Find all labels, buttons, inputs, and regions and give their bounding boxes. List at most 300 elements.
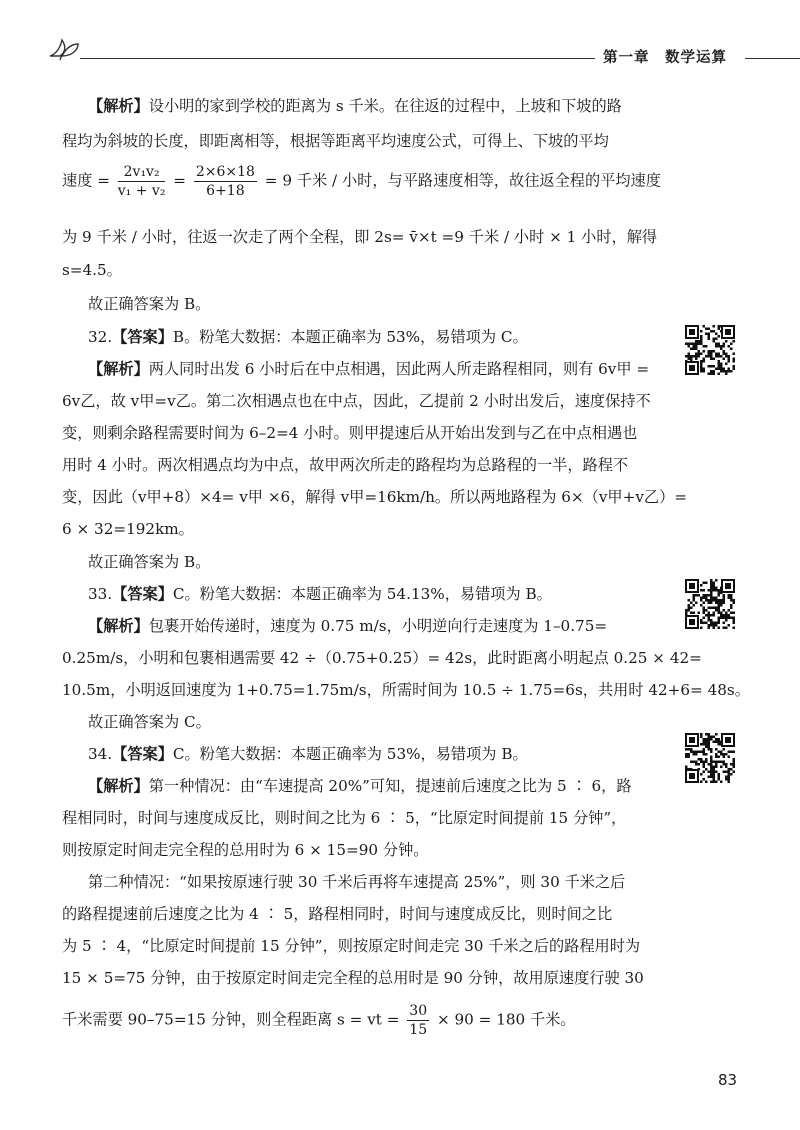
qr-module [718,778,721,781]
qr-module [723,748,726,751]
qr-module [718,627,721,630]
qr-module [710,607,713,610]
qr-module [710,330,713,333]
qr-module [700,360,703,363]
qr-module [710,355,713,358]
qr-module [695,602,698,605]
qr-code-icon [684,324,736,376]
qr-module [715,771,718,774]
qr-module [708,612,711,615]
qr-module [690,768,693,771]
qr-module [728,368,731,371]
qr-module [695,343,698,346]
qr-module [728,355,731,358]
qr-module [685,609,688,612]
fraction [118,163,166,200]
qr-module [700,743,703,746]
qr-module [700,773,703,776]
qr-module [700,363,703,366]
text-line: 第二种情况：“如果按原速行驶 30 千米后再将车速提高 25%”，则 30 千米之后 [88,873,626,891]
qr-module [733,763,736,766]
qr-module [713,338,716,341]
qr-module [715,333,718,336]
qr-module [700,340,703,343]
text-line: 为 9 千米 / 小时，往返一次走了两个全程，即 2s= v̄×t =9 千米 / 小时 × 1 小时，解得 [62,228,658,246]
qr-module [723,350,726,353]
qr-module [713,370,716,373]
qr-module [733,766,736,769]
qr-module [695,763,698,766]
qr-module [698,751,701,754]
qr-module [725,766,728,769]
question-header [88,327,528,347]
qr-module [693,343,696,346]
qr-module [728,751,731,754]
qr-module [700,365,703,368]
qr-module [689,329,695,335]
qr-module [728,771,731,774]
qr-module [715,353,718,356]
qr-module [733,340,736,343]
qr-module [715,597,718,600]
qr-module [708,365,711,368]
text-line: 的路程提速前后速度之比为 4 ∶ 5，路程相同时，时间与速度成反比，则时间之比 [62,905,613,923]
qr-module [688,607,691,610]
answer-tag: 【答案】 [112,585,173,603]
qr-module [710,758,713,761]
answer-line: 故正确答案为 B。 [88,295,211,313]
qr-module [730,599,733,602]
qr-module [730,612,733,615]
qr-code-icon [684,578,736,630]
qr-module [718,609,721,612]
qr-module [688,753,691,756]
qr-module [718,756,721,759]
qr-module [730,343,733,346]
formula-line [62,1002,576,1039]
qr-module [693,604,696,607]
qr-module [713,358,716,361]
qr-module [685,753,688,756]
qr-module [705,761,708,764]
qr-module [710,358,713,361]
qr-module [700,781,703,784]
qr-module [715,733,718,736]
qr-module [710,736,713,739]
text: 速度 = [62,171,110,190]
qr-module [720,599,723,602]
qr-module [708,624,711,627]
text: 包裹开始传递时，速度为 0.75 m/s，小明逆向行走速度为 1–0.75= [148,617,608,635]
analysis-line [88,616,607,636]
text-line: 程相同时，时间与速度成反比，则时间之比为 6 ∶ 5，“比原定时间提前 15 分钟”， [62,809,627,827]
qr-module [689,583,695,589]
qr-module [725,363,728,366]
qr-module [725,612,728,615]
qr-module [685,614,688,617]
qr-module [718,604,721,607]
qr-module [685,360,688,363]
qr-module [725,778,728,781]
qr-module [700,335,703,338]
analysis-tag: 【解析】 [88,360,149,378]
qr-module [718,776,721,779]
analysis-tag: 【解析】 [88,617,149,635]
qr-module [708,335,711,338]
answer-tag: 【答案】 [112,328,173,346]
qr-module [723,602,726,605]
qr-module [695,340,698,343]
qr-module [715,355,718,358]
qr-module [710,756,713,759]
qr-module [688,748,691,751]
qr-module [718,355,721,358]
qr-module [700,622,703,625]
text: B。粉笔大数据：本题正确率为 53%，易错项为 C。 [172,328,528,346]
qr-module [700,353,703,356]
qr-module [718,594,721,597]
qr-module [715,609,718,612]
qr-module [703,763,706,766]
qr-module [715,763,718,766]
qr-module [723,617,726,620]
qr-module [703,325,706,328]
qr-module [690,602,693,605]
denominator: v₁ + v₂ [117,183,166,199]
formula-line [62,163,661,200]
qr-module [710,748,713,751]
qr-module [689,773,695,779]
qr-module [693,761,696,764]
qr-module [715,338,718,341]
qr-module [690,348,693,351]
qr-module [703,741,706,744]
qr-module [720,330,723,333]
qr-module [693,599,696,602]
qr-module [688,345,691,348]
qr-module [703,358,706,361]
qr-module [690,751,693,754]
qr-module [713,614,716,617]
qr-module [725,353,728,356]
qr-module [713,373,716,376]
qr-module [705,594,708,597]
qr-module [728,609,731,612]
qr-module [708,743,711,746]
qr-module [703,370,706,373]
qr-module [718,773,721,776]
qr-module [703,594,706,597]
text: C。粉笔大数据：本题正确率为 53%，易错项为 B。 [172,745,528,763]
qr-module [713,766,716,769]
qr-module [710,373,713,376]
qr-module [703,778,706,781]
qr-module [720,592,723,595]
qr-module [723,761,726,764]
fraction [194,163,257,200]
qr-module [715,589,718,592]
qr-module [690,612,693,615]
qr-module [723,594,726,597]
qr-module [708,350,711,353]
qr-module [713,773,716,776]
qr-module [730,594,733,597]
qr-module [710,622,713,625]
qr-module [718,617,721,620]
qr-module [720,345,723,348]
qr-module [710,592,713,595]
qr-module [708,594,711,597]
qr-module [708,589,711,592]
qr-module [688,343,691,346]
qr-module [715,602,718,605]
qr-module [710,579,713,582]
qr-module [720,365,723,368]
qr-module [710,370,713,373]
qr-module [708,748,711,751]
qr-module [705,746,708,749]
qr-module [703,751,706,754]
qr-module [695,753,698,756]
analysis-line [88,96,622,116]
qr-module [695,353,698,356]
qr-module [700,619,703,622]
qr-module [730,607,733,610]
qr-module [710,597,713,600]
qr-module [690,761,693,764]
qr-module [723,597,726,600]
text-line: 程均为斜坡的长度，即距离相等，根据等距离平均速度公式，可得上、下坡的平均 [62,132,609,150]
qr-module [723,358,726,361]
qr-module [728,614,731,617]
qr-module [733,761,736,764]
qr-module [720,741,723,744]
qr-module [720,617,723,620]
qr-module [693,753,696,756]
text: 第一种情况：由“车速提高 20%”可知，提速前后速度之比为 5 ∶ 6，路 [148,777,632,795]
qr-module [695,761,698,764]
qr-module [698,353,701,356]
analysis-line [88,776,632,796]
text-line: 6v乙，故 v甲=v乙。第二次相遇点也在中点，因此，乙提前 2 小时出发后，速度保持不 [62,392,651,410]
qr-module [700,589,703,592]
qr-module [715,624,718,627]
qr-module [708,328,711,331]
qr-module [695,358,698,361]
qr-module [685,768,688,771]
qr-module [720,761,723,764]
qr-module [695,355,698,358]
qr-module [708,607,711,610]
qr-module [710,587,713,590]
qr-module [723,353,726,356]
qr-module [703,743,706,746]
qr-module [710,582,713,585]
qr-module [688,604,691,607]
page-number: 83 [718,1071,738,1089]
qr-module [700,761,703,764]
qr-module [705,733,708,736]
denominator: 6+18 [206,183,245,199]
answer-tag: 【答案】 [112,745,173,763]
qr-module [723,609,726,612]
qr-module [725,329,731,335]
qr-module [730,768,733,771]
qr-module [718,360,721,363]
qr-module [715,738,718,741]
answer-line: 故正确答案为 C。 [88,713,211,731]
text-line: 10.5m，小明返回速度为 1+0.75=1.75m/s，所需时间为 10.5 ÷ 1.75=6s，共用时 42+6= 48s。 [62,681,750,699]
qr-module [703,602,706,605]
qr-module [708,733,711,736]
qr-module [710,619,713,622]
text: 设小明的家到学校的距离为 s 千米。在往返的过程中，上坡和下坡的路 [148,97,622,115]
qr-module [698,758,701,761]
qr-module [710,602,713,605]
qr-module [725,619,728,622]
qr-module [733,612,736,615]
numerator: 2v₁v₂ [118,163,166,182]
qr-module [710,781,713,784]
qr-module [700,736,703,739]
qr-module [728,360,731,363]
qr-module [698,350,701,353]
qr-module [733,619,736,622]
qr-module [685,756,688,759]
header-rule-left [80,58,595,59]
qr-module [723,753,726,756]
question-header [88,744,528,764]
qr-module [685,748,688,751]
text-line: 用时 4 小时。两次相遇点均为中点，故甲两次所走的路程均为总路程的一半，路程不 [62,456,629,474]
qr-module [703,607,706,610]
text-line: 变，则剩余路程需要时间为 6–2=4 小时。则甲提速后从开始出发到与乙在中点相遇也 [62,424,638,442]
qr-module [708,602,711,605]
qr-module [698,340,701,343]
qr-module [733,622,736,625]
page-header [0,0,800,80]
qr-module [718,743,721,746]
qr-module [713,776,716,779]
qr-module [705,622,708,625]
qr-module [708,736,711,739]
qr-module [703,753,706,756]
answer-line: 故正确答案为 B。 [88,553,211,571]
qr-module [685,355,688,358]
qr-module [710,773,713,776]
qr-module [688,599,691,602]
qr-module [705,609,708,612]
qr-module [723,771,726,774]
qr-module [688,355,691,358]
qr-module [705,741,708,744]
qr-module [690,343,693,346]
qr-module [700,338,703,341]
qr-module [715,345,718,348]
qr-module [708,353,711,356]
text-line: 则按原定时间走完全程的总用时为 6 × 15=90 分钟。 [62,841,429,859]
qr-module [713,781,716,784]
qr-module [713,350,716,353]
qr-module [718,607,721,610]
qr-module [718,761,721,764]
qr-module [728,617,731,620]
qr-module [700,758,703,761]
qr-module [690,360,693,363]
denominator: 15 [409,1022,428,1038]
leaf-icon [46,36,82,62]
qr-module [718,365,721,368]
qr-module [715,753,718,756]
qr-module [715,761,718,764]
qr-module [710,589,713,592]
qr-module [733,368,736,371]
qr-module [718,343,721,346]
qr-module [703,738,706,741]
qr-module [693,594,696,597]
qr-module [718,368,721,371]
qr-module [703,582,706,585]
qr-module [725,373,728,376]
qr-module [689,737,695,743]
qr-module [700,368,703,371]
qr-module [718,622,721,625]
qr-module [703,771,706,774]
qr-module [728,370,731,373]
qr-module [720,368,723,371]
qr-module [713,771,716,774]
qr-module [710,350,713,353]
qr-module [713,761,716,764]
qr-module [713,584,716,587]
qr-module [705,345,708,348]
qr-module [720,370,723,373]
qr-module [723,622,726,625]
qr-module [728,345,731,348]
qr-module [715,368,718,371]
qr-module [710,624,713,627]
qr-module [700,370,703,373]
text: 千米需要 90–75=15 分钟，则全程距离 s = vt = [62,1010,400,1029]
qr-module [720,612,723,615]
qr-module [733,353,736,356]
qr-module [705,781,708,784]
qr-module [700,733,703,736]
qr-module [733,627,736,630]
qr-module [713,599,716,602]
qr-module [725,340,728,343]
qr-module [695,594,698,597]
qr-module [733,771,736,774]
qr-module [718,363,721,366]
qr-module [705,614,708,617]
qr-module [713,587,716,590]
qr-module [728,624,731,627]
qr-module [693,345,696,348]
qr-module [705,743,708,746]
qr-module [698,343,701,346]
qr-module [733,360,736,363]
qr-module [700,751,703,754]
qr-module [733,602,736,605]
qr-module [725,737,731,743]
qr-module [708,333,711,336]
qr-module [720,587,723,590]
qr-module [685,343,688,346]
qr-module [720,743,723,746]
qr-module [718,602,721,605]
qr-module [720,589,723,592]
